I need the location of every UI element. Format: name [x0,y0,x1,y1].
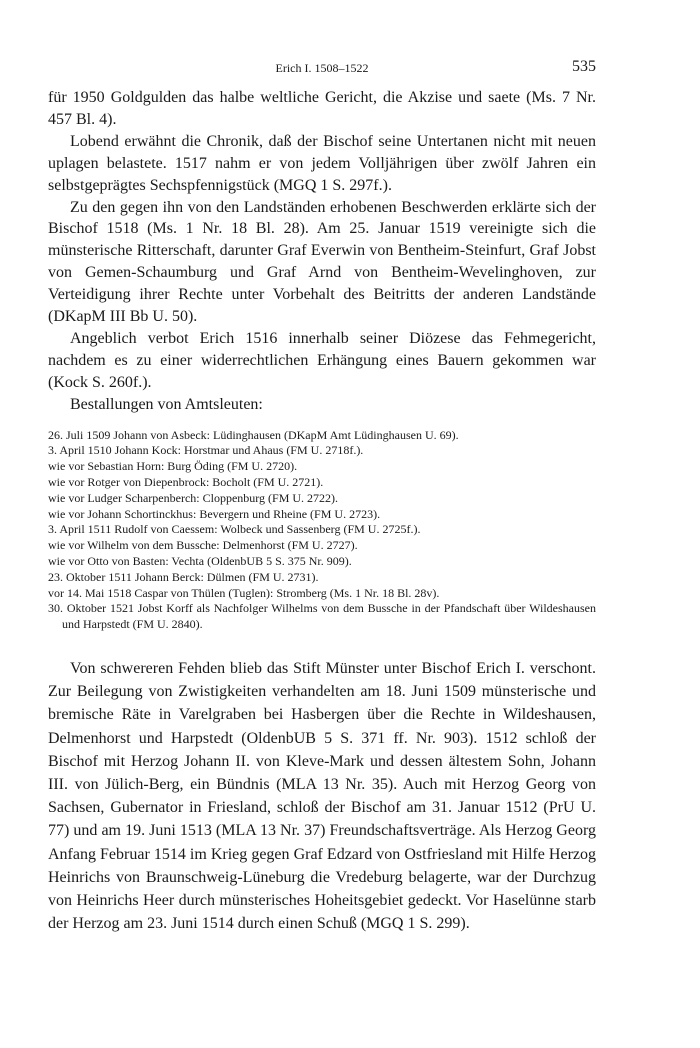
list-item: wie vor Sebastian Horn: Burg Öding (FM U. 2720). [48,459,298,474]
body-text-bottom [48,657,596,935]
page [48,58,596,935]
list-item: wie vor Otto von Basten: Vechta (OldenbUB 5 S. 375 Nr. 909). [48,553,352,568]
page-number: 535 [572,58,596,75]
list-item: 30. Oktober 1521 Jobst Korff als Nachfolger Wilhelms von dem Bussche in der Pfandschaft über Wildeshausen und Harpstedt (FM U. 2840). [48,601,596,632]
paragraph-fehmegericht: Angeblich verbot Erich 1516 innerhalb seiner Diözese das Fehmegericht, nachdem es zu einer widerrechtlichen Erhängung eines Bauern gekommen war (Kock S. 260f.). [48,329,596,391]
appointments-heading: Bestallungen von Amtsleuten: [70,395,263,413]
list-item: 3. April 1510 Johann Kock: Horstmar und Ahaus (FM U. 2718f.). [48,443,364,458]
paragraph-estates: Zu den gegen ihn von den Landständen erhobenen Beschwerden erklärte sich der Bischof 1518 (Ms. 1 Nr. 18 Bl. 28). Am 25. Januar 1519 vereinigte sich die münsterische Ritterschaft, darunter Graf Everwin von Bentheim-Steinfurt, Graf Jobst von Gemen-Schaumburg und Graf Arnd von Bentheim-Wevelinghoven, zur Verteidigung ihrer Rechte unter Vorbehalt des Beitritts der anderen Landstände (DKapM III Bb U. 50). [48,198,596,326]
list-item: 3. April 1511 Rudolf von Caessem: Wolbeck und Sassenberg (FM U. 2725f.). [48,522,421,537]
paragraph-chronicle: Lobend erwähnt die Chronik, daß der Bischof seine Untertanen nicht mit neuen uplagen belastete. 1517 nahm er von jedem Volljährigen über zwölf Jahren ein selbstgeprägtes Sechspfennigstück (MGQ 1 S. 297f.). [48,132,596,194]
list-item: wie vor Wilhelm von dem Bussche: Delmenhorst (FM U. 2727). [48,538,358,553]
paragraph-feuds: Von schwereren Fehden blieb das Stift Münster unter Bischof Erich I. verschont. Zur Beilegung von Zwistigkeiten verhandelten am 18. Juni 1509 münsterische und bremische Räte in Varelgraben bei Hasbergen über die Rechte in Wildeshausen, Delmenhorst und Harpstedt (OldenbUB 5 S. 371 ff. Nr. 903). 1512 schloß der Bischof mit Herzog Johann II. von Kleve-Mark und dessen ältestem Sohn, Johann III. von Jülich-Berg, ein Bündnis (MLA 13 Nr. 35). Auch mit Herzog Georg von Sachsen, Gubernator in Friesland, schloß der Bischof am 31. Januar 1512 (PrU U. 77) und am 19. Juni 1513 (MLA 13 Nr. 37) Freundschaftsverträge. Als Herzog Georg Anfang Februar 1514 im Krieg gegen Graf Edzard von Ostfriesland mit Hilfe Herzog Heinrichs von Braunschweig-Lüneburg die Vredeburg belagerte, war der Durchzug von Heinrichs Heer durch münsterisches Hoheitsgebiet gedeckt. Vor Haselünne starb der Herzog am 23. Juni 1514 durch einen Schuß (MGQ 1 S. 299). [48,659,596,933]
list-item: 23. Oktober 1511 Johann Berck: Dülmen (FM U. 2731). [48,569,319,584]
list-item: 26. Juli 1509 Johann von Asbeck: Lüdinghausen (DKapM Amt Lüdinghausen U. 69). [48,427,459,442]
list-item: vor 14. Mai 1518 Caspar von Thülen (Tuglen): Stromberg (Ms. 1 Nr. 18 Bl. 28v). [48,585,440,600]
list-item: wie vor Ludger Scharpenberch: Cloppenburg (FM U. 2722). [48,490,339,505]
paragraph-tax: für 1950 Goldgulden das halbe weltliche Gericht, die Akzise und saete (Ms. 7 Nr. 457 Bl. 4). [48,89,596,128]
body-text-top [48,87,596,416]
running-head [48,58,596,78]
appointments-list [48,428,596,633]
running-title: Erich I. 1508–1522 [275,61,369,75]
list-item: wie vor Rotger von Diepenbrock: Bocholt (FM U. 2721). [48,474,324,489]
list-item: wie vor Johann Schortinckhus: Bevergern und Rheine (FM U. 2723). [48,506,381,521]
